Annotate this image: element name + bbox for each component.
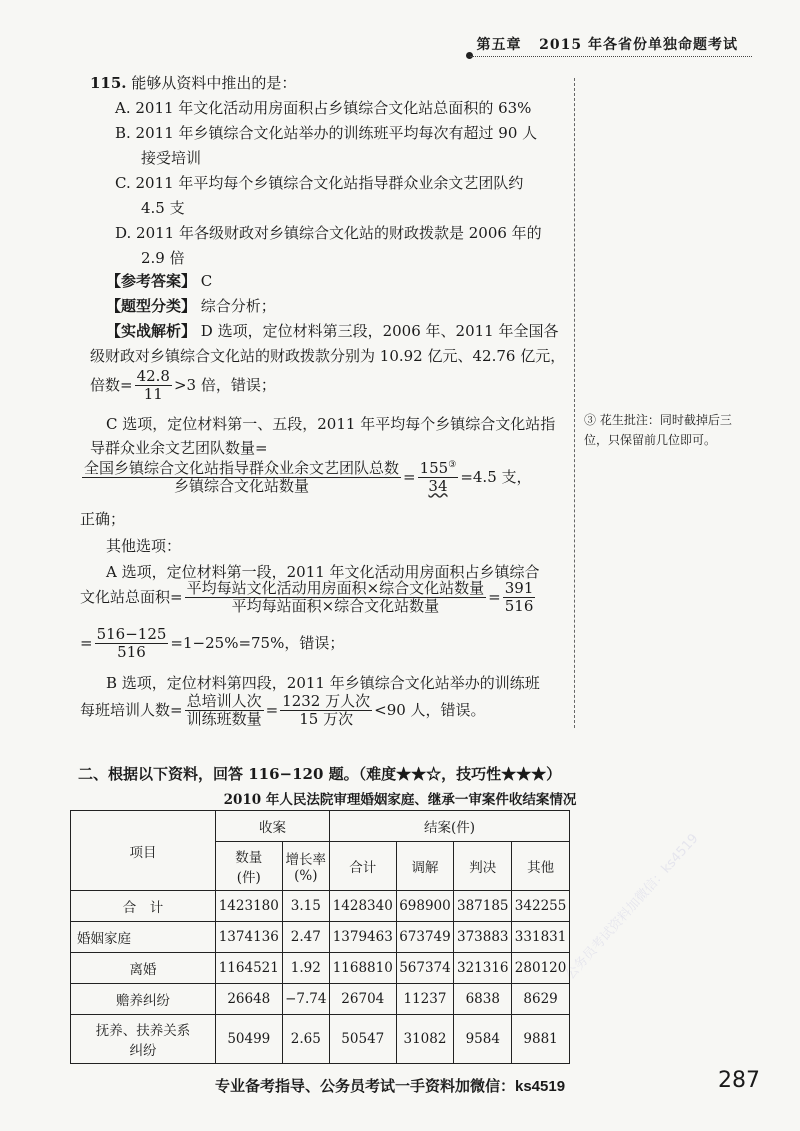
- option-d-cont: 2.9 倍: [141, 249, 185, 267]
- fraction-numerator: 391: [504, 579, 534, 597]
- row-name: 赡养纠纷: [71, 984, 216, 1015]
- fraction-denominator: 乡镇综合文化站数量: [174, 477, 310, 496]
- option-b-cont: 接受培训: [141, 149, 202, 167]
- header-qty: [216, 842, 283, 891]
- row-name: 离婚: [71, 953, 216, 984]
- cell-growth: −7.74: [282, 984, 329, 1015]
- cell-qty: 50499: [216, 1015, 283, 1064]
- fraction: [185, 580, 487, 616]
- header-qty-label: 数量: [235, 850, 263, 866]
- equals-sign: =: [403, 467, 416, 486]
- cell-judge: 321316: [454, 953, 512, 984]
- row-name-line: 抚养、扶养关系: [95, 1023, 191, 1039]
- answer-line: [106, 270, 212, 291]
- chapter-label: 第五章: [476, 37, 522, 53]
- cell-mediate: 567374: [396, 953, 454, 984]
- chapter-title: 2015 年各省份单独命题考试: [539, 37, 738, 53]
- row-name: 婚姻家庭: [71, 922, 216, 953]
- header-jie: 结案(件): [329, 811, 569, 842]
- question-stem: [90, 72, 296, 93]
- cell-judge: 387185: [454, 891, 512, 922]
- cell-qty: 26648: [216, 984, 283, 1015]
- analysis-c-2: 导群众业余文艺团队数量=: [90, 439, 268, 457]
- answer-label: 【参考答案】: [106, 272, 197, 290]
- analysis-d-ratio: [90, 368, 276, 404]
- question-text: 能够从资料中推出的是：: [131, 74, 297, 92]
- header-judge: 判决: [454, 842, 512, 891]
- analysis-line: [106, 320, 558, 341]
- cell-growth: 3.15: [282, 891, 329, 922]
- table-row: [71, 1015, 570, 1064]
- fraction: [503, 580, 536, 616]
- fraction-numerator: 1232 万人次: [282, 692, 371, 710]
- fraction: [82, 460, 401, 496]
- footnote-marker: ③: [448, 460, 457, 470]
- table-header-row: [71, 811, 570, 842]
- other-options-label: 其他选项：: [106, 537, 182, 555]
- header-rule: [470, 56, 752, 57]
- cell-other: 9881: [512, 1015, 570, 1064]
- cell-mediate: 698900: [396, 891, 454, 922]
- header-growth-label: 增长率: [285, 852, 327, 868]
- fraction-numerator: 516−125: [96, 625, 167, 643]
- table-row: [71, 922, 570, 953]
- analysis-b-1: B 选项，定位材料第四段，2011 年乡镇综合文化站举办的训练班: [106, 674, 540, 692]
- cell-total: 1168810: [329, 953, 396, 984]
- fraction: [95, 626, 169, 662]
- cell-other: 342255: [512, 891, 570, 922]
- header-qty-unit: (件): [236, 870, 261, 886]
- table-title: 2010 年人民法院审理婚姻家庭、继承一审案件收结案情况: [223, 792, 577, 808]
- equals-sign: =: [80, 633, 93, 652]
- type-line: [106, 295, 276, 316]
- header-shou: 收案: [216, 811, 330, 842]
- cell-mediate: 31082: [396, 1015, 454, 1064]
- analysis-c-1: C 选项，定位材料第一、五段，2011 年平均每个乡镇综合文化站指: [106, 415, 556, 433]
- fraction-numerator: 平均每站文化活动用房面积×综合文化站数量: [186, 579, 485, 597]
- analysis-d-2: 级财政对乡镇综合文化站的财政拨款分别为 10.92 亿元、42.76 亿元，: [90, 347, 566, 365]
- table-row: [71, 984, 570, 1015]
- ratio-suffix: >3 倍，错误；: [173, 375, 276, 394]
- fraction: [280, 693, 372, 729]
- fraction-denominator: 34: [428, 477, 448, 496]
- cell-qty: 1374136: [216, 922, 283, 953]
- ratio-prefix: 倍数=: [90, 375, 133, 394]
- cell-total: 1428340: [329, 891, 396, 922]
- fraction-numerator: [418, 460, 459, 478]
- option-a: A. 2011 年文化活动用房面积占乡镇综合文化站总面积的 63%: [115, 99, 532, 117]
- analysis-a-formula: [80, 580, 537, 616]
- side-annotation-line: 位，只保留前几位即可。: [584, 433, 717, 447]
- question-number: 115.: [90, 74, 127, 92]
- header-other: 其他: [512, 842, 570, 891]
- formula-result: <90 人，错误。: [374, 700, 486, 719]
- margin-divider: [574, 78, 575, 728]
- type-value: 综合分析；: [200, 297, 276, 315]
- option-c: C. 2011 年平均每个乡镇综合文化站指导群众业余文艺团队约: [115, 174, 524, 192]
- row-name: [71, 1015, 216, 1064]
- header-item: 项目: [71, 811, 216, 891]
- analysis-c-formula: [80, 460, 532, 496]
- analysis-c-end: 正确；: [80, 510, 126, 528]
- answer-value: C: [200, 272, 213, 290]
- numerator-value: 155: [419, 459, 449, 477]
- fraction-denominator: 516: [504, 597, 534, 616]
- formula-result: =1−25%=75%，错误；: [170, 633, 345, 652]
- formula-prefix: 文化站总面积=: [80, 587, 183, 606]
- cell-judge: 6838: [454, 984, 512, 1015]
- analysis-b-formula: [80, 693, 486, 729]
- option-d: D. 2011 年各级财政对乡镇综合文化站的财政拨款是 2006 年的: [115, 224, 542, 242]
- option-c-cont: 4.5 支: [141, 199, 185, 217]
- cell-growth: 2.47: [282, 922, 329, 953]
- analysis-label: 【实战解析】: [106, 322, 197, 340]
- cell-judge: 9584: [454, 1015, 512, 1064]
- cell-growth: 2.65: [282, 1015, 329, 1064]
- side-annotation-line: ③ 花生批注：同时截掉后三: [584, 413, 732, 427]
- cell-total: 1379463: [329, 922, 396, 953]
- row-name-line: 纠纷: [129, 1043, 157, 1059]
- running-header: [477, 34, 738, 54]
- section-title: 二、根据以下资料，回答 116−120 题。（难度★★☆，技巧性★★★）: [78, 765, 562, 783]
- table-row: [71, 953, 570, 984]
- cell-mediate: 673749: [396, 922, 454, 953]
- page-footer: 专业备考指导、公务员考试一手资料加微信：ks4519: [215, 1078, 566, 1095]
- cell-qty: 1423180: [216, 891, 283, 922]
- fraction-denominator: 平均每站面积×综合文化站数量: [231, 597, 440, 616]
- watermark: 公务员考试资料加微信：ks4519: [562, 831, 702, 983]
- fraction-denominator: 11: [143, 385, 163, 404]
- fraction-denominator: 训练班数量: [186, 710, 262, 729]
- option-b: B. 2011 年乡镇综合文化站举办的训练班平均每次有超过 90 人: [115, 124, 538, 142]
- fraction-denominator: 15 万次: [299, 710, 354, 729]
- header-growth: [282, 842, 329, 891]
- fraction-numerator: 全国乡镇综合文化站指导群众业余文艺团队总数: [84, 459, 400, 477]
- data-table: [70, 810, 570, 1064]
- analysis-d-1: D 选项，定位材料第三段，2006 年、2011 年全国各: [200, 322, 559, 340]
- analysis-a-formula-2: [80, 626, 344, 662]
- header-mediate: 调解: [396, 842, 454, 891]
- cell-qty: 1164521: [216, 953, 283, 984]
- table-row: [71, 891, 570, 922]
- fraction: [418, 460, 459, 496]
- cell-other: 331831: [512, 922, 570, 953]
- cell-total: 50547: [329, 1015, 396, 1064]
- cell-mediate: 11237: [396, 984, 454, 1015]
- cell-other: 280120: [512, 953, 570, 984]
- fraction: [135, 368, 172, 404]
- cell-growth: 1.92: [282, 953, 329, 984]
- header-total: 合计: [329, 842, 396, 891]
- fraction: [185, 693, 264, 729]
- page-number: 287: [718, 1068, 760, 1093]
- formula-result: =4.5 支，: [460, 467, 532, 486]
- equals-sign: =: [265, 700, 279, 719]
- cell-other: 8629: [512, 984, 570, 1015]
- cell-judge: 373883: [454, 922, 512, 953]
- type-label: 【题型分类】: [106, 297, 197, 315]
- row-name: 合 计: [71, 891, 216, 922]
- side-annotation: [584, 410, 732, 450]
- analysis-a-1: A 选项，定位材料第一段，2011 年文化活动用房面积占乡镇综合: [106, 563, 540, 581]
- fraction-numerator: 总培训人次: [186, 692, 262, 710]
- equals-sign: =: [488, 587, 501, 606]
- fraction-numerator: 42.8: [136, 367, 170, 385]
- cell-total: 26704: [329, 984, 396, 1015]
- formula-prefix: 每班培训人数=: [80, 700, 183, 719]
- header-growth-unit: (%): [294, 868, 318, 884]
- fraction-denominator: 516: [117, 643, 146, 662]
